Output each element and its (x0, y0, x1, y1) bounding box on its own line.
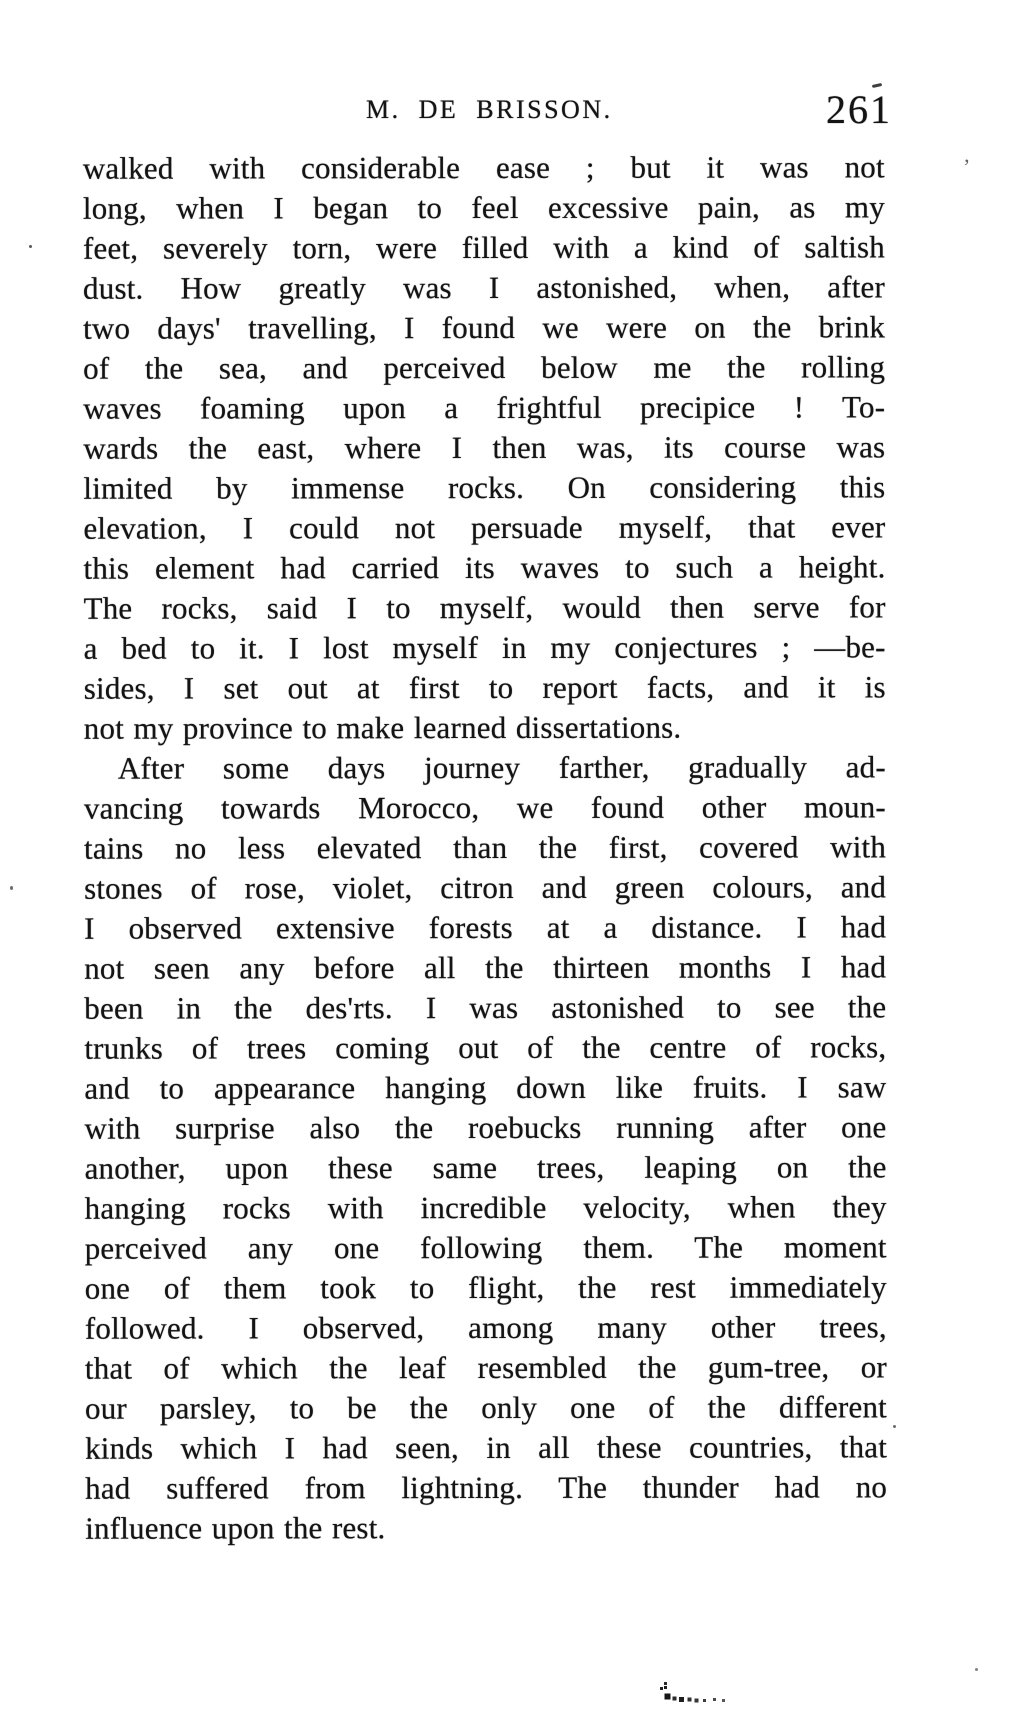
page-number: 261 (826, 87, 892, 132)
paragraph (84, 747, 887, 1548)
text-line: feet, severely torn, were filled with a kind of saltish (82, 229, 885, 266)
text-line: this element had carried its waves to such a height. (83, 549, 886, 586)
text-line: another, upon these same trees, leaping on the (84, 1149, 887, 1186)
text-line: vancing towards Morocco, we found other moun- (83, 789, 886, 826)
text-line: After some days journey farther, gradually ad- (117, 749, 886, 786)
ink-smudge: ’ (963, 154, 971, 179)
text-line: perceived any one following them. The moment (84, 1229, 887, 1266)
ink-smudge (975, 1668, 978, 1671)
text-line: of the sea, and perceived below me the rolling (83, 349, 886, 386)
text-line: and to appearance hanging down like fruits. I saw (84, 1069, 887, 1106)
text-line: not my province to make learned dissertations. (83, 709, 682, 746)
paragraph (83, 147, 886, 748)
ink-smudge (893, 1425, 896, 1428)
text-line: followed. I observed, among many other trees, (84, 1309, 887, 1346)
text-line: stones of rose, violet, citron and green colours, and (84, 869, 887, 906)
ink-smudge (10, 886, 13, 890)
text-line: been in the des'rts. I was astonished to see the (84, 989, 887, 1026)
text-line: I observed extensive forests at a distance. I had (84, 909, 887, 946)
text-line: had suffered from lightning. The thunder had no (85, 1469, 888, 1506)
text-line: limited by immense rocks. On considering this (83, 469, 886, 506)
text-line: our parsley, to be the only one of the different (84, 1389, 888, 1426)
text-line: walked with considerable ease ; but it was not (82, 149, 885, 186)
text-line: hanging rocks with incredible velocity, when they (84, 1189, 887, 1226)
text-line: with surprise also the roebucks running after one (84, 1109, 887, 1146)
text-line: sides, I set out at first to report facts, and it is (83, 669, 886, 706)
text-line: a bed to it. I lost myself in my conjectures ; —be- (83, 629, 886, 666)
text-line: trunks of trees coming out of the centre of rocks, (84, 1029, 887, 1066)
text-line: tains no less elevated than the first, covered with (83, 829, 887, 866)
text-line: two days' travelling, I found we were on the brink (83, 309, 886, 346)
text-line: wards the east, where I then was, its course was (83, 429, 886, 466)
text-line: The rocks, said I to myself, would then serve for (83, 589, 886, 626)
page-body-text (83, 147, 887, 1548)
text-line: one of them took to flight, the rest immediately (84, 1269, 887, 1306)
text-line: not seen any before all the thirteen months I had (84, 949, 887, 986)
text-line: that of which the leaf resembled the gum-tree, or (84, 1349, 887, 1386)
ink-smudge (29, 245, 32, 248)
running-header-title: M. DE BRISSON. (366, 95, 613, 124)
text-line: influence upon the rest. (85, 1510, 386, 1546)
text-line: long, when I began to feel excessive pain, as my (82, 189, 885, 226)
text-line: waves foaming upon a frightful precipice ! To- (83, 389, 886, 426)
text-line: dust. How greatly was I astonished, when, after (82, 269, 886, 306)
ink-smudge (664, 1686, 667, 1689)
text-line: kinds which I had seen, in all these countries, that (85, 1429, 888, 1466)
text-line: elevation, I could not persuade myself, that ever (83, 509, 886, 546)
